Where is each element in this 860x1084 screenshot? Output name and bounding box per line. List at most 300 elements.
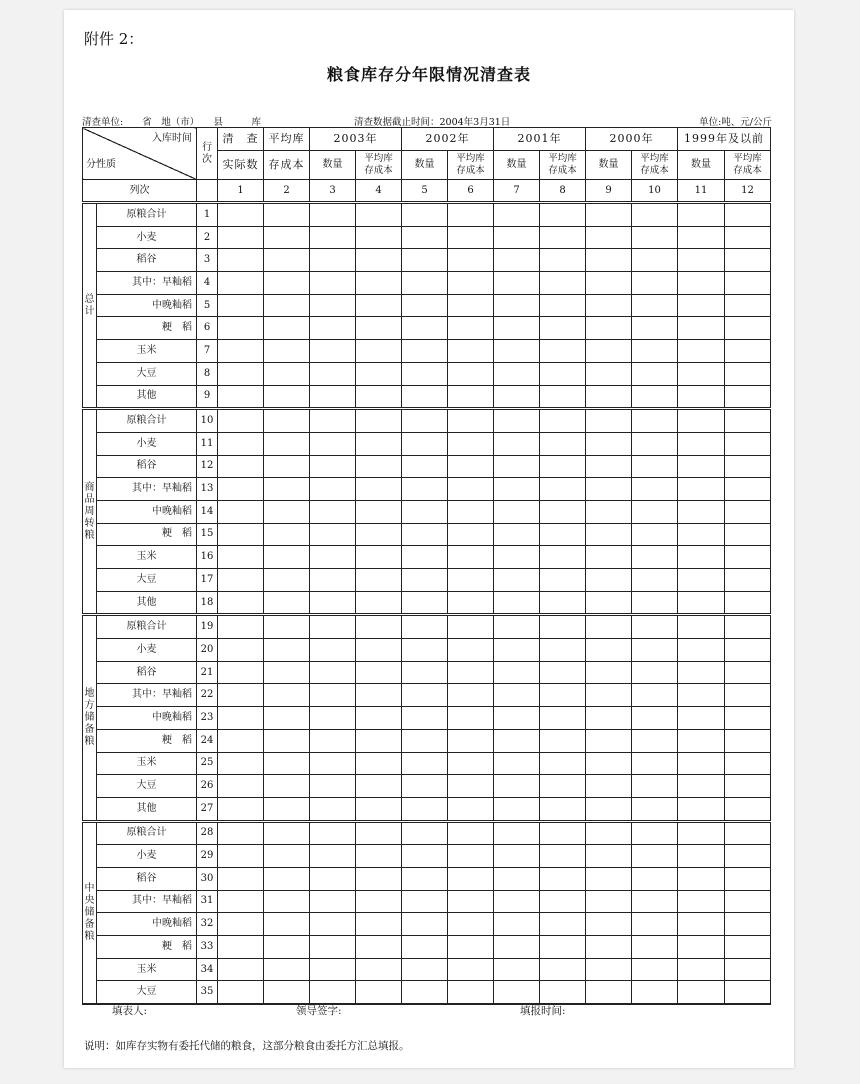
data-cell[interactable] <box>632 523 678 546</box>
data-cell[interactable] <box>632 890 678 913</box>
data-cell[interactable] <box>494 500 540 523</box>
data-cell[interactable] <box>632 845 678 868</box>
data-cell[interactable] <box>678 981 725 1004</box>
data-cell[interactable] <box>725 591 771 615</box>
data-cell[interactable] <box>264 845 310 868</box>
data-cell[interactable] <box>310 591 356 615</box>
data-cell[interactable] <box>310 226 356 249</box>
data-cell[interactable] <box>586 249 632 272</box>
data-cell[interactable] <box>310 890 356 913</box>
data-cell[interactable] <box>725 797 771 821</box>
data-cell[interactable] <box>632 432 678 455</box>
data-cell[interactable] <box>494 523 540 546</box>
data-cell[interactable] <box>540 478 586 501</box>
data-cell[interactable] <box>586 340 632 363</box>
data-cell[interactable] <box>540 639 586 662</box>
data-cell[interactable] <box>632 500 678 523</box>
data-cell[interactable] <box>725 455 771 478</box>
data-cell[interactable] <box>725 684 771 707</box>
data-cell[interactable] <box>494 958 540 981</box>
data-cell[interactable] <box>448 272 494 295</box>
data-cell[interactable] <box>356 294 402 317</box>
data-cell[interactable] <box>494 546 540 569</box>
data-cell[interactable] <box>218 385 264 409</box>
data-cell[interactable] <box>310 523 356 546</box>
data-cell[interactable] <box>402 569 448 592</box>
data-cell[interactable] <box>356 226 402 249</box>
data-cell[interactable] <box>494 385 540 409</box>
data-cell[interactable] <box>632 317 678 340</box>
data-cell[interactable] <box>678 249 725 272</box>
data-cell[interactable] <box>494 432 540 455</box>
data-cell[interactable] <box>356 455 402 478</box>
data-cell[interactable] <box>356 203 402 227</box>
data-cell[interactable] <box>678 729 725 752</box>
data-cell[interactable] <box>448 981 494 1004</box>
data-cell[interactable] <box>632 362 678 385</box>
data-cell[interactable] <box>540 661 586 684</box>
data-cell[interactable] <box>402 981 448 1004</box>
data-cell[interactable] <box>356 913 402 936</box>
data-cell[interactable] <box>402 752 448 775</box>
data-cell[interactable] <box>448 591 494 615</box>
data-cell[interactable] <box>218 546 264 569</box>
data-cell[interactable] <box>586 936 632 959</box>
data-cell[interactable] <box>725 639 771 662</box>
data-cell[interactable] <box>586 478 632 501</box>
data-cell[interactable] <box>218 362 264 385</box>
data-cell[interactable] <box>678 362 725 385</box>
data-cell[interactable] <box>725 958 771 981</box>
data-cell[interactable] <box>540 981 586 1004</box>
data-cell[interactable] <box>218 569 264 592</box>
data-cell[interactable] <box>494 591 540 615</box>
data-cell[interactable] <box>448 752 494 775</box>
data-cell[interactable] <box>632 752 678 775</box>
data-cell[interactable] <box>402 591 448 615</box>
data-cell[interactable] <box>448 432 494 455</box>
data-cell[interactable] <box>402 478 448 501</box>
data-cell[interactable] <box>632 775 678 798</box>
data-cell[interactable] <box>725 385 771 409</box>
data-cell[interactable] <box>494 203 540 227</box>
data-cell[interactable] <box>540 340 586 363</box>
data-cell[interactable] <box>725 867 771 890</box>
data-cell[interactable] <box>586 707 632 730</box>
data-cell[interactable] <box>356 729 402 752</box>
data-cell[interactable] <box>494 294 540 317</box>
data-cell[interactable] <box>540 936 586 959</box>
data-cell[interactable] <box>678 569 725 592</box>
data-cell[interactable] <box>448 340 494 363</box>
data-cell[interactable] <box>218 272 264 295</box>
data-cell[interactable] <box>264 936 310 959</box>
data-cell[interactable] <box>678 797 725 821</box>
data-cell[interactable] <box>264 203 310 227</box>
data-cell[interactable] <box>356 661 402 684</box>
data-cell[interactable] <box>264 340 310 363</box>
data-cell[interactable] <box>356 936 402 959</box>
data-cell[interactable] <box>586 661 632 684</box>
data-cell[interactable] <box>494 615 540 639</box>
data-cell[interactable] <box>632 958 678 981</box>
data-cell[interactable] <box>632 226 678 249</box>
data-cell[interactable] <box>218 845 264 868</box>
data-cell[interactable] <box>218 775 264 798</box>
data-cell[interactable] <box>540 867 586 890</box>
data-cell[interactable] <box>264 317 310 340</box>
data-cell[interactable] <box>632 867 678 890</box>
data-cell[interactable] <box>264 797 310 821</box>
data-cell[interactable] <box>448 409 494 433</box>
data-cell[interactable] <box>586 272 632 295</box>
data-cell[interactable] <box>218 226 264 249</box>
data-cell[interactable] <box>678 226 725 249</box>
data-cell[interactable] <box>264 913 310 936</box>
data-cell[interactable] <box>310 340 356 363</box>
data-cell[interactable] <box>448 639 494 662</box>
data-cell[interactable] <box>264 821 310 845</box>
data-cell[interactable] <box>356 890 402 913</box>
data-cell[interactable] <box>310 249 356 272</box>
data-cell[interactable] <box>310 639 356 662</box>
data-cell[interactable] <box>264 455 310 478</box>
data-cell[interactable] <box>678 890 725 913</box>
data-cell[interactable] <box>264 615 310 639</box>
data-cell[interactable] <box>494 890 540 913</box>
data-cell[interactable] <box>356 821 402 845</box>
data-cell[interactable] <box>586 362 632 385</box>
data-cell[interactable] <box>678 639 725 662</box>
data-cell[interactable] <box>494 867 540 890</box>
data-cell[interactable] <box>678 340 725 363</box>
data-cell[interactable] <box>218 867 264 890</box>
data-cell[interactable] <box>586 500 632 523</box>
data-cell[interactable] <box>725 272 771 295</box>
data-cell[interactable] <box>586 203 632 227</box>
data-cell[interactable] <box>356 958 402 981</box>
data-cell[interactable] <box>725 775 771 798</box>
data-cell[interactable] <box>494 936 540 959</box>
data-cell[interactable] <box>402 500 448 523</box>
data-cell[interactable] <box>218 684 264 707</box>
data-cell[interactable] <box>402 729 448 752</box>
data-cell[interactable] <box>632 615 678 639</box>
data-cell[interactable] <box>448 867 494 890</box>
data-cell[interactable] <box>540 845 586 868</box>
data-cell[interactable] <box>218 639 264 662</box>
data-cell[interactable] <box>725 203 771 227</box>
data-cell[interactable] <box>448 249 494 272</box>
data-cell[interactable] <box>494 797 540 821</box>
data-cell[interactable] <box>356 272 402 295</box>
data-cell[interactable] <box>632 569 678 592</box>
data-cell[interactable] <box>448 958 494 981</box>
data-cell[interactable] <box>310 294 356 317</box>
data-cell[interactable] <box>448 775 494 798</box>
data-cell[interactable] <box>402 317 448 340</box>
data-cell[interactable] <box>402 707 448 730</box>
data-cell[interactable] <box>356 546 402 569</box>
data-cell[interactable] <box>402 684 448 707</box>
data-cell[interactable] <box>678 317 725 340</box>
data-cell[interactable] <box>494 775 540 798</box>
data-cell[interactable] <box>448 385 494 409</box>
data-cell[interactable] <box>402 455 448 478</box>
data-cell[interactable] <box>494 569 540 592</box>
data-cell[interactable] <box>402 797 448 821</box>
data-cell[interactable] <box>448 729 494 752</box>
data-cell[interactable] <box>356 569 402 592</box>
data-cell[interactable] <box>494 639 540 662</box>
data-cell[interactable] <box>678 958 725 981</box>
data-cell[interactable] <box>632 249 678 272</box>
data-cell[interactable] <box>356 775 402 798</box>
data-cell[interactable] <box>448 615 494 639</box>
data-cell[interactable] <box>356 615 402 639</box>
data-cell[interactable] <box>218 797 264 821</box>
data-cell[interactable] <box>678 546 725 569</box>
data-cell[interactable] <box>218 523 264 546</box>
data-cell[interactable] <box>402 523 448 546</box>
data-cell[interactable] <box>494 661 540 684</box>
data-cell[interactable] <box>310 615 356 639</box>
data-cell[interactable] <box>678 523 725 546</box>
data-cell[interactable] <box>725 249 771 272</box>
data-cell[interactable] <box>632 272 678 295</box>
data-cell[interactable] <box>402 913 448 936</box>
data-cell[interactable] <box>264 294 310 317</box>
data-cell[interactable] <box>632 478 678 501</box>
data-cell[interactable] <box>632 913 678 936</box>
data-cell[interactable] <box>678 936 725 959</box>
data-cell[interactable] <box>264 729 310 752</box>
data-cell[interactable] <box>448 821 494 845</box>
data-cell[interactable] <box>725 661 771 684</box>
data-cell[interactable] <box>264 409 310 433</box>
data-cell[interactable] <box>264 707 310 730</box>
data-cell[interactable] <box>310 821 356 845</box>
data-cell[interactable] <box>448 845 494 868</box>
data-cell[interactable] <box>264 272 310 295</box>
data-cell[interactable] <box>356 385 402 409</box>
data-cell[interactable] <box>586 455 632 478</box>
data-cell[interactable] <box>356 432 402 455</box>
data-cell[interactable] <box>218 409 264 433</box>
data-cell[interactable] <box>632 639 678 662</box>
data-cell[interactable] <box>725 546 771 569</box>
data-cell[interactable] <box>632 797 678 821</box>
data-cell[interactable] <box>218 294 264 317</box>
data-cell[interactable] <box>218 821 264 845</box>
data-cell[interactable] <box>402 639 448 662</box>
data-cell[interactable] <box>356 639 402 662</box>
data-cell[interactable] <box>494 455 540 478</box>
data-cell[interactable] <box>448 546 494 569</box>
data-cell[interactable] <box>402 615 448 639</box>
data-cell[interactable] <box>632 546 678 569</box>
data-cell[interactable] <box>402 867 448 890</box>
data-cell[interactable] <box>402 775 448 798</box>
data-cell[interactable] <box>586 432 632 455</box>
data-cell[interactable] <box>448 523 494 546</box>
data-cell[interactable] <box>678 867 725 890</box>
data-cell[interactable] <box>402 272 448 295</box>
data-cell[interactable] <box>725 615 771 639</box>
data-cell[interactable] <box>264 661 310 684</box>
data-cell[interactable] <box>448 294 494 317</box>
data-cell[interactable] <box>678 478 725 501</box>
data-cell[interactable] <box>540 455 586 478</box>
data-cell[interactable] <box>218 340 264 363</box>
data-cell[interactable] <box>356 249 402 272</box>
data-cell[interactable] <box>725 294 771 317</box>
data-cell[interactable] <box>310 913 356 936</box>
data-cell[interactable] <box>448 936 494 959</box>
data-cell[interactable] <box>678 615 725 639</box>
data-cell[interactable] <box>310 500 356 523</box>
data-cell[interactable] <box>586 890 632 913</box>
data-cell[interactable] <box>310 385 356 409</box>
data-cell[interactable] <box>218 591 264 615</box>
data-cell[interactable] <box>310 867 356 890</box>
data-cell[interactable] <box>586 797 632 821</box>
data-cell[interactable] <box>678 500 725 523</box>
data-cell[interactable] <box>540 775 586 798</box>
data-cell[interactable] <box>586 821 632 845</box>
data-cell[interactable] <box>678 294 725 317</box>
data-cell[interactable] <box>725 409 771 433</box>
data-cell[interactable] <box>586 615 632 639</box>
data-cell[interactable] <box>632 936 678 959</box>
data-cell[interactable] <box>310 546 356 569</box>
data-cell[interactable] <box>218 500 264 523</box>
data-cell[interactable] <box>310 317 356 340</box>
data-cell[interactable] <box>218 661 264 684</box>
data-cell[interactable] <box>310 362 356 385</box>
data-cell[interactable] <box>540 707 586 730</box>
data-cell[interactable] <box>402 890 448 913</box>
data-cell[interactable] <box>356 981 402 1004</box>
data-cell[interactable] <box>586 867 632 890</box>
data-cell[interactable] <box>678 684 725 707</box>
data-cell[interactable] <box>310 684 356 707</box>
data-cell[interactable] <box>725 478 771 501</box>
data-cell[interactable] <box>632 203 678 227</box>
data-cell[interactable] <box>540 272 586 295</box>
data-cell[interactable] <box>264 523 310 546</box>
data-cell[interactable] <box>586 981 632 1004</box>
data-cell[interactable] <box>310 707 356 730</box>
data-cell[interactable] <box>264 432 310 455</box>
data-cell[interactable] <box>632 340 678 363</box>
data-cell[interactable] <box>540 249 586 272</box>
data-cell[interactable] <box>402 294 448 317</box>
data-cell[interactable] <box>310 432 356 455</box>
data-cell[interactable] <box>540 500 586 523</box>
data-cell[interactable] <box>540 797 586 821</box>
data-cell[interactable] <box>402 226 448 249</box>
data-cell[interactable] <box>264 890 310 913</box>
data-cell[interactable] <box>725 890 771 913</box>
data-cell[interactable] <box>264 569 310 592</box>
data-cell[interactable] <box>586 569 632 592</box>
data-cell[interactable] <box>540 752 586 775</box>
data-cell[interactable] <box>218 752 264 775</box>
data-cell[interactable] <box>402 432 448 455</box>
data-cell[interactable] <box>540 523 586 546</box>
data-cell[interactable] <box>540 958 586 981</box>
data-cell[interactable] <box>264 478 310 501</box>
data-cell[interactable] <box>494 362 540 385</box>
data-cell[interactable] <box>218 249 264 272</box>
data-cell[interactable] <box>632 684 678 707</box>
data-cell[interactable] <box>402 203 448 227</box>
data-cell[interactable] <box>402 958 448 981</box>
data-cell[interactable] <box>494 478 540 501</box>
data-cell[interactable] <box>356 707 402 730</box>
data-cell[interactable] <box>218 958 264 981</box>
data-cell[interactable] <box>678 913 725 936</box>
data-cell[interactable] <box>540 684 586 707</box>
data-cell[interactable] <box>678 775 725 798</box>
data-cell[interactable] <box>678 409 725 433</box>
data-cell[interactable] <box>218 890 264 913</box>
data-cell[interactable] <box>586 684 632 707</box>
data-cell[interactable] <box>632 455 678 478</box>
data-cell[interactable] <box>218 729 264 752</box>
data-cell[interactable] <box>264 684 310 707</box>
data-cell[interactable] <box>310 569 356 592</box>
data-cell[interactable] <box>632 821 678 845</box>
data-cell[interactable] <box>586 591 632 615</box>
data-cell[interactable] <box>725 707 771 730</box>
data-cell[interactable] <box>356 752 402 775</box>
data-cell[interactable] <box>264 752 310 775</box>
data-cell[interactable] <box>540 362 586 385</box>
data-cell[interactable] <box>356 409 402 433</box>
data-cell[interactable] <box>632 707 678 730</box>
data-cell[interactable] <box>678 661 725 684</box>
data-cell[interactable] <box>494 729 540 752</box>
data-cell[interactable] <box>402 409 448 433</box>
data-cell[interactable] <box>402 385 448 409</box>
data-cell[interactable] <box>310 478 356 501</box>
data-cell[interactable] <box>218 317 264 340</box>
data-cell[interactable] <box>448 317 494 340</box>
data-cell[interactable] <box>725 981 771 1004</box>
data-cell[interactable] <box>540 385 586 409</box>
data-cell[interactable] <box>218 913 264 936</box>
data-cell[interactable] <box>540 729 586 752</box>
data-cell[interactable] <box>725 913 771 936</box>
data-cell[interactable] <box>218 615 264 639</box>
data-cell[interactable] <box>540 821 586 845</box>
data-cell[interactable] <box>448 226 494 249</box>
data-cell[interactable] <box>448 661 494 684</box>
data-cell[interactable] <box>356 340 402 363</box>
data-cell[interactable] <box>356 478 402 501</box>
data-cell[interactable] <box>678 432 725 455</box>
data-cell[interactable] <box>448 478 494 501</box>
data-cell[interactable] <box>725 752 771 775</box>
data-cell[interactable] <box>540 546 586 569</box>
data-cell[interactable] <box>494 845 540 868</box>
data-cell[interactable] <box>678 752 725 775</box>
data-cell[interactable] <box>448 707 494 730</box>
data-cell[interactable] <box>494 226 540 249</box>
data-cell[interactable] <box>586 775 632 798</box>
